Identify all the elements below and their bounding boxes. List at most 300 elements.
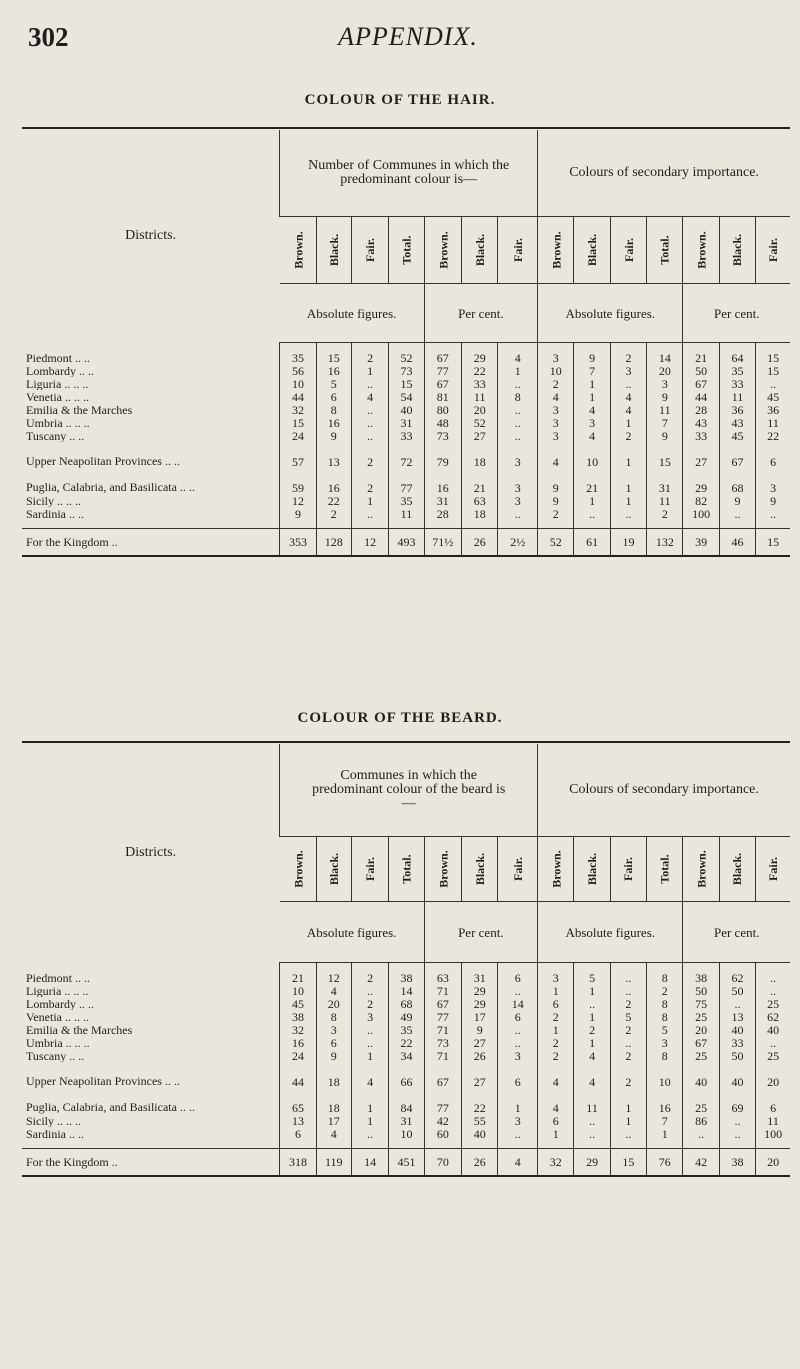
value-cell: 45 — [719, 429, 755, 442]
value-cell: 4 — [538, 1088, 574, 1114]
running-title: APPENDIX. — [338, 22, 478, 51]
value-cell: 11 — [647, 403, 683, 416]
value-cell: 55 — [462, 1114, 498, 1127]
district-name: Sardinia .. .. — [26, 1127, 84, 1140]
column-header-total — [389, 217, 424, 284]
total-cell: 29 — [574, 1149, 610, 1177]
spacer-row — [22, 520, 790, 529]
column-label: Brown. — [695, 850, 710, 888]
percent-subheader: Per cent. — [683, 284, 790, 343]
value-cell: 13 — [280, 1114, 316, 1127]
value-cell: 21 — [462, 468, 498, 494]
value-cell: 2 — [316, 507, 351, 520]
value-cell: 77 — [389, 468, 424, 494]
value-cell: 40 — [462, 1127, 498, 1140]
value-cell: 1 — [498, 1088, 538, 1114]
total-cell: 451 — [389, 1149, 424, 1177]
value-cell: 3 — [647, 377, 683, 390]
value-cell: .. — [719, 997, 755, 1010]
value-cell: 2 — [538, 1010, 574, 1023]
column-label: Fair. — [621, 238, 636, 262]
value-cell: 67 — [424, 997, 461, 1010]
spacer-cell — [574, 343, 610, 352]
value-cell: 25 — [756, 1049, 790, 1062]
district-name: Sicily .. .. .. — [26, 1114, 82, 1127]
value-cell: 2 — [538, 377, 574, 390]
value-cell: 31 — [389, 416, 424, 429]
spacer-cell — [280, 520, 316, 529]
value-cell: 2 — [538, 507, 574, 520]
spacer-cell — [610, 963, 646, 972]
value-cell: 31 — [389, 1114, 424, 1127]
value-cell: .. — [498, 403, 538, 416]
value-cell: 42 — [424, 1114, 461, 1127]
value-cell: 67 — [424, 351, 461, 364]
value-cell: 11 — [756, 1114, 790, 1127]
value-cell: 1 — [610, 1114, 646, 1127]
secondary-group-header: Colours of secondary importance. — [538, 744, 790, 837]
value-cell: 35 — [280, 351, 316, 364]
value-cell: 15 — [280, 416, 316, 429]
value-cell: 27 — [462, 1036, 498, 1049]
value-cell: 52 — [389, 351, 424, 364]
spacer-cell — [351, 1140, 388, 1149]
value-cell: 3 — [316, 1023, 351, 1036]
value-cell: 64 — [719, 351, 755, 364]
value-cell: 81 — [424, 390, 461, 403]
spacer-cell — [316, 1140, 351, 1149]
value-cell: 4 — [574, 1062, 610, 1088]
value-cell: 50 — [683, 984, 719, 997]
spacer-cell — [22, 1140, 280, 1149]
spacer-cell — [462, 343, 498, 352]
spacer-row — [22, 963, 790, 972]
value-cell: 29 — [462, 351, 498, 364]
value-cell: 67 — [683, 1036, 719, 1049]
value-cell: 1 — [351, 364, 388, 377]
total-cell: 70 — [424, 1149, 461, 1177]
value-cell: .. — [498, 377, 538, 390]
total-cell: 26 — [462, 1149, 498, 1177]
value-cell: 16 — [647, 1088, 683, 1114]
value-cell: 9 — [316, 429, 351, 442]
value-cell: 6 — [756, 442, 790, 468]
column-header-fair — [610, 217, 646, 284]
value-cell: 12 — [316, 971, 351, 984]
column-label: Brown. — [549, 231, 564, 269]
spacer-cell — [683, 963, 719, 972]
total-cell: 128 — [316, 529, 351, 557]
total-row — [22, 529, 790, 557]
district-name: Piedmont .. .. — [26, 971, 91, 984]
value-cell: 50 — [719, 984, 755, 997]
table-row — [22, 416, 790, 429]
value-cell: 14 — [389, 984, 424, 997]
value-cell: 1 — [574, 494, 610, 507]
value-cell: 77 — [424, 364, 461, 377]
total-cell: 42 — [683, 1149, 719, 1177]
total-cell: 15 — [756, 529, 790, 557]
total-cell: 12 — [351, 529, 388, 557]
value-cell: 8 — [647, 1049, 683, 1062]
value-cell: 33 — [389, 429, 424, 442]
value-cell: 2 — [351, 442, 388, 468]
value-cell: .. — [610, 377, 646, 390]
value-cell: 2 — [574, 1023, 610, 1036]
value-cell: 21 — [574, 468, 610, 494]
value-cell: .. — [498, 984, 538, 997]
value-cell: 22 — [462, 1088, 498, 1114]
table-row — [22, 507, 790, 520]
primary-group-header: Number of Communes in which the predominant colour is— — [280, 130, 538, 217]
value-cell: 17 — [462, 1010, 498, 1023]
value-cell: .. — [351, 984, 388, 997]
spacer-cell — [683, 343, 719, 352]
total-cell: 32 — [538, 1149, 574, 1177]
total-cell: 61 — [574, 529, 610, 557]
value-cell: 6 — [538, 1114, 574, 1127]
value-cell: 75 — [683, 997, 719, 1010]
spacer-cell — [538, 343, 574, 352]
spacer-cell — [610, 520, 646, 529]
column-label: Brown. — [291, 850, 306, 888]
column-header-brown — [280, 837, 316, 902]
value-cell: 100 — [756, 1127, 790, 1140]
column-label: Fair. — [766, 857, 781, 881]
value-cell: 6 — [316, 1036, 351, 1049]
value-cell: 14 — [498, 997, 538, 1010]
column-label: Black. — [326, 852, 341, 886]
table-row — [22, 429, 790, 442]
value-cell: 40 — [683, 1062, 719, 1088]
beard-top-rule — [22, 741, 790, 743]
percent-subheader: Per cent. — [424, 284, 538, 343]
total-cell: 318 — [280, 1149, 316, 1177]
value-cell: 25 — [756, 997, 790, 1010]
value-cell: 3 — [498, 1049, 538, 1062]
spacer-cell — [462, 520, 498, 529]
value-cell: 3 — [498, 468, 538, 494]
value-cell: .. — [610, 971, 646, 984]
value-cell: 63 — [462, 494, 498, 507]
value-cell: 2 — [610, 351, 646, 364]
value-cell: 20 — [756, 1062, 790, 1088]
value-cell: 9 — [756, 494, 790, 507]
value-cell: 15 — [756, 351, 790, 364]
beard-table — [22, 744, 790, 1177]
total-cell: 52 — [538, 529, 574, 557]
value-cell: .. — [574, 1127, 610, 1140]
value-cell: 5 — [574, 971, 610, 984]
value-cell: 1 — [574, 1010, 610, 1023]
value-cell: 1 — [574, 984, 610, 997]
total-cell: 38 — [719, 1149, 755, 1177]
value-cell: 77 — [424, 1088, 461, 1114]
value-cell: 2 — [610, 429, 646, 442]
value-cell: 1 — [610, 442, 646, 468]
value-cell: 3 — [647, 1036, 683, 1049]
column-label: Total. — [657, 235, 672, 265]
district-name: Lombardy .. .. — [26, 997, 94, 1010]
total-cell: 20 — [756, 1149, 790, 1177]
value-cell: 3 — [756, 468, 790, 494]
column-header-brown — [424, 837, 461, 902]
value-cell: 20 — [647, 364, 683, 377]
value-cell: .. — [498, 1023, 538, 1036]
value-cell: 16 — [280, 1036, 316, 1049]
spacer-cell — [538, 520, 574, 529]
spacer-cell — [610, 1140, 646, 1149]
value-cell: 25 — [683, 1049, 719, 1062]
value-cell: 11 — [462, 390, 498, 403]
district-name: Umbria .. .. .. — [26, 416, 90, 429]
value-cell: .. — [351, 416, 388, 429]
spacer-cell — [280, 1140, 316, 1149]
value-cell: 35 — [719, 364, 755, 377]
total-label: For the Kingdom .. — [22, 529, 280, 557]
value-cell: 13 — [316, 442, 351, 468]
value-cell: 60 — [424, 1127, 461, 1140]
total-cell: 14 — [351, 1149, 388, 1177]
value-cell: 4 — [610, 390, 646, 403]
total-cell: 39 — [683, 529, 719, 557]
column-header-black — [574, 837, 610, 902]
value-cell: 36 — [756, 403, 790, 416]
value-cell: 6 — [498, 1010, 538, 1023]
value-cell: 73 — [424, 1036, 461, 1049]
spacer-cell — [719, 1140, 755, 1149]
value-cell: 38 — [683, 971, 719, 984]
spacer-cell — [683, 1140, 719, 1149]
value-cell: 38 — [389, 971, 424, 984]
total-cell: 119 — [316, 1149, 351, 1177]
value-cell: 2 — [647, 507, 683, 520]
value-cell: 9 — [538, 468, 574, 494]
value-cell: 3 — [351, 1010, 388, 1023]
value-cell: 4 — [538, 1062, 574, 1088]
spacer-cell — [22, 343, 280, 352]
spacer-cell — [424, 520, 461, 529]
total-cell: 493 — [389, 529, 424, 557]
value-cell: 18 — [462, 442, 498, 468]
total-cell: 76 — [647, 1149, 683, 1177]
value-cell: 1 — [538, 984, 574, 997]
value-cell: 17 — [316, 1114, 351, 1127]
value-cell: 2 — [647, 984, 683, 997]
value-cell: 11 — [756, 416, 790, 429]
value-cell: 5 — [316, 377, 351, 390]
value-cell: 25 — [683, 1088, 719, 1114]
value-cell: 2 — [538, 1049, 574, 1062]
value-cell: 9 — [719, 494, 755, 507]
total-cell: 71½ — [424, 529, 461, 557]
column-label: Black. — [585, 233, 600, 267]
district-name: Piedmont .. .. — [26, 351, 91, 364]
percent-subheader: Per cent. — [424, 902, 537, 963]
value-cell: .. — [610, 1036, 646, 1049]
column-label: Brown. — [549, 850, 564, 888]
value-cell: 21 — [683, 351, 719, 364]
spacer-cell — [719, 963, 755, 972]
value-cell: 31 — [462, 971, 498, 984]
value-cell: 11 — [574, 1088, 610, 1114]
value-cell: 4 — [498, 351, 538, 364]
column-header-black — [462, 837, 498, 902]
total-cell: 353 — [280, 529, 316, 557]
value-cell: .. — [756, 971, 790, 984]
value-cell: 43 — [683, 416, 719, 429]
value-cell: 10 — [389, 1127, 424, 1140]
value-cell: 48 — [424, 416, 461, 429]
value-cell: 1 — [610, 494, 646, 507]
value-cell: 27 — [462, 429, 498, 442]
value-cell: 8 — [498, 390, 538, 403]
value-cell: .. — [719, 1114, 755, 1127]
value-cell: 44 — [280, 1062, 316, 1088]
value-cell: 1 — [351, 1088, 388, 1114]
spacer-cell — [498, 343, 538, 352]
spacer-cell — [574, 520, 610, 529]
column-header-brown — [683, 837, 719, 902]
value-cell: .. — [351, 429, 388, 442]
district-name: Upper Neapolitan Provinces .. .. — [26, 1074, 180, 1088]
value-cell: 73 — [424, 429, 461, 442]
value-cell: 86 — [683, 1114, 719, 1127]
value-cell: 45 — [756, 390, 790, 403]
table-row — [22, 971, 790, 984]
value-cell: 22 — [316, 494, 351, 507]
spacer-cell — [389, 520, 424, 529]
spacer-cell — [389, 1140, 424, 1149]
value-cell: 1 — [647, 1127, 683, 1140]
value-cell: 6 — [316, 390, 351, 403]
value-cell: 15 — [316, 351, 351, 364]
value-cell: 1 — [574, 1036, 610, 1049]
value-cell: 9 — [280, 507, 316, 520]
spacer-cell — [719, 343, 755, 352]
district-name: Venetia .. .. .. — [26, 1010, 89, 1023]
spacer-cell — [316, 520, 351, 529]
table-row — [22, 1114, 790, 1127]
value-cell: 15 — [389, 377, 424, 390]
value-cell: 16 — [424, 468, 461, 494]
value-cell: 56 — [280, 364, 316, 377]
value-cell: 2 — [538, 1036, 574, 1049]
total-cell: 15 — [610, 1149, 646, 1177]
value-cell: .. — [610, 984, 646, 997]
district-name: Venetia .. .. .. — [26, 390, 89, 403]
value-cell: .. — [351, 403, 388, 416]
value-cell: 9 — [316, 1049, 351, 1062]
value-cell: 44 — [280, 390, 316, 403]
total-cell: 132 — [647, 529, 683, 557]
value-cell: 1 — [610, 468, 646, 494]
absolute-subheader: Absolute figures. — [280, 284, 424, 343]
column-label: Fair. — [363, 857, 378, 881]
spacer-cell — [610, 343, 646, 352]
total-label: For the Kingdom .. — [22, 1149, 280, 1177]
district-name: Sicily .. .. .. — [26, 494, 82, 507]
value-cell: .. — [351, 507, 388, 520]
value-cell: 31 — [424, 494, 461, 507]
value-cell: 31 — [647, 468, 683, 494]
spacer-cell — [316, 963, 351, 972]
spacer-cell — [756, 520, 790, 529]
spacer-cell — [647, 520, 683, 529]
column-header-fair — [498, 837, 538, 902]
value-cell: 63 — [424, 971, 461, 984]
spacer-cell — [683, 520, 719, 529]
column-header-brown — [538, 217, 574, 284]
districts-header: Districts. — [125, 845, 177, 861]
value-cell: 82 — [683, 494, 719, 507]
spacer-cell — [647, 343, 683, 352]
value-cell: 22 — [756, 429, 790, 442]
value-cell: 15 — [756, 364, 790, 377]
value-cell: 4 — [538, 390, 574, 403]
value-cell: .. — [756, 984, 790, 997]
district-name: Liguria .. .. .. — [26, 377, 89, 390]
value-cell: 7 — [647, 1114, 683, 1127]
value-cell: .. — [498, 1036, 538, 1049]
column-label: Black. — [472, 852, 487, 886]
value-cell: 59 — [280, 468, 316, 494]
value-cell: 1 — [498, 364, 538, 377]
column-label: Brown. — [291, 231, 306, 269]
value-cell: 35 — [389, 1023, 424, 1036]
value-cell: 18 — [316, 1088, 351, 1114]
value-cell: 50 — [683, 364, 719, 377]
spacer-cell — [424, 1140, 461, 1149]
value-cell: .. — [351, 1036, 388, 1049]
value-cell: 1 — [610, 416, 646, 429]
spacer-cell — [647, 1140, 683, 1149]
value-cell: .. — [610, 1127, 646, 1140]
district-name: Emilia & the Marches — [26, 403, 133, 416]
value-cell: 3 — [498, 442, 538, 468]
value-cell: 2 — [351, 971, 388, 984]
column-label: Brown. — [436, 231, 451, 269]
value-cell: .. — [498, 429, 538, 442]
district-name: Liguria .. .. .. — [26, 984, 89, 997]
value-cell: 66 — [389, 1062, 424, 1088]
column-label: Black. — [585, 852, 600, 886]
spacer-cell — [280, 963, 316, 972]
value-cell: .. — [756, 507, 790, 520]
value-cell: 1 — [610, 1088, 646, 1114]
value-cell: 3 — [538, 429, 574, 442]
column-header-total — [647, 217, 683, 284]
value-cell: 18 — [316, 1062, 351, 1088]
value-cell: .. — [756, 1036, 790, 1049]
value-cell: 2 — [610, 997, 646, 1010]
value-cell: 67 — [719, 442, 755, 468]
value-cell: 1 — [351, 1114, 388, 1127]
spacer-cell — [389, 963, 424, 972]
value-cell: 40 — [719, 1023, 755, 1036]
value-cell: 11 — [647, 494, 683, 507]
value-cell: 18 — [462, 507, 498, 520]
spacer-cell — [389, 343, 424, 352]
value-cell: 33 — [462, 377, 498, 390]
spacer-cell — [424, 963, 461, 972]
value-cell: 4 — [610, 403, 646, 416]
column-header-black — [574, 217, 610, 284]
value-cell: 9 — [647, 429, 683, 442]
value-cell: 34 — [389, 1049, 424, 1062]
value-cell: 4 — [574, 403, 610, 416]
spacer-cell — [498, 963, 538, 972]
